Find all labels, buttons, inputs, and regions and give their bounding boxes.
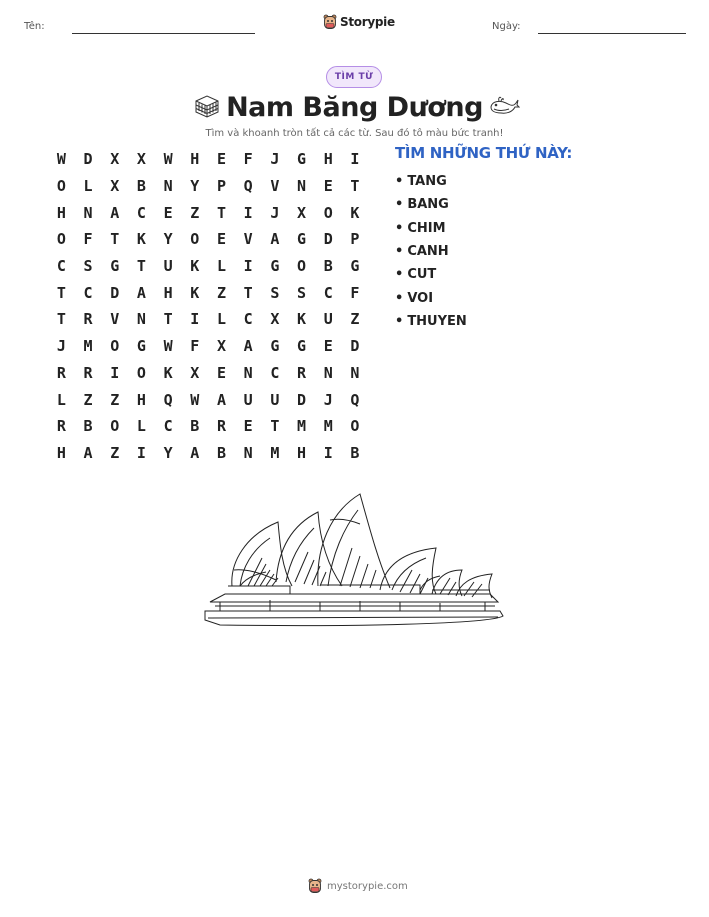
- grid-letter[interactable]: Q: [243, 177, 253, 196]
- grid-letter[interactable]: O: [297, 257, 307, 276]
- grid-letter[interactable]: T: [136, 257, 146, 276]
- grid-letter[interactable]: J: [56, 337, 66, 356]
- grid-letter[interactable]: W: [56, 150, 66, 169]
- grid-letter[interactable]: Z: [216, 283, 226, 302]
- grid-letter[interactable]: G: [270, 337, 280, 356]
- grid-row: [48, 306, 368, 333]
- grid-letter[interactable]: W: [163, 150, 173, 169]
- grid-letter[interactable]: F: [190, 337, 200, 356]
- grid-letter[interactable]: K: [350, 203, 360, 222]
- grid-letter[interactable]: X: [110, 177, 120, 196]
- grid-letter[interactable]: T: [56, 310, 66, 329]
- grid-letter[interactable]: X: [136, 150, 146, 169]
- grid-row: [48, 440, 368, 467]
- grid-letter[interactable]: K: [190, 283, 200, 302]
- grid-letter[interactable]: O: [323, 203, 333, 222]
- opera-house-illustration: [200, 490, 510, 632]
- grid-letter[interactable]: T: [216, 203, 226, 222]
- grid-row: [48, 146, 368, 173]
- grid-letter[interactable]: C: [323, 283, 333, 302]
- grid-row: [48, 279, 368, 306]
- bullet: •: [395, 174, 404, 190]
- grid-letter[interactable]: E: [216, 230, 226, 249]
- grid-letter[interactable]: I: [350, 150, 360, 169]
- grid-letter[interactable]: T: [243, 283, 253, 302]
- bullet: •: [395, 267, 404, 283]
- grid-letter[interactable]: G: [136, 337, 146, 356]
- grid-letter[interactable]: C: [56, 257, 66, 276]
- grid-letter[interactable]: B: [323, 257, 333, 276]
- grid-letter[interactable]: N: [323, 363, 333, 382]
- word: TANG: [407, 174, 447, 190]
- grid-letter[interactable]: T: [270, 417, 280, 436]
- grid-letter[interactable]: G: [297, 150, 307, 169]
- grid-letter[interactable]: S: [83, 257, 93, 276]
- grid-letter[interactable]: A: [270, 230, 280, 249]
- grid-letter[interactable]: Z: [110, 390, 120, 409]
- grid-letter[interactable]: A: [83, 443, 93, 462]
- instructions: Tìm và khoanh tròn tất cả các từ. Sau đó tô màu bức tranh!: [205, 128, 504, 139]
- word: CUT: [407, 267, 437, 283]
- grid-letter[interactable]: Z: [350, 310, 360, 329]
- grid-letter[interactable]: B: [190, 417, 200, 436]
- grid-letter[interactable]: R: [83, 310, 93, 329]
- grid-letter[interactable]: C: [83, 283, 93, 302]
- grid-letter[interactable]: X: [216, 337, 226, 356]
- grid-letter[interactable]: U: [270, 390, 280, 409]
- grid-row: [48, 199, 368, 226]
- storypie-bear-icon: [323, 14, 337, 30]
- word: THUYEN: [407, 313, 467, 329]
- grid-letter[interactable]: F: [350, 283, 360, 302]
- bullet: •: [395, 220, 404, 236]
- word-list-item: [395, 263, 467, 286]
- grid-letter[interactable]: Y: [163, 230, 173, 249]
- grid-letter[interactable]: E: [216, 150, 226, 169]
- grid-letter[interactable]: O: [190, 230, 200, 249]
- grid-letter[interactable]: R: [297, 363, 307, 382]
- word-list: [395, 170, 467, 333]
- grid-letter[interactable]: H: [323, 150, 333, 169]
- grid-row: [48, 333, 368, 360]
- bullet: •: [395, 244, 404, 260]
- word: BANG: [407, 197, 449, 213]
- grid-letter[interactable]: B: [136, 177, 146, 196]
- grid-letter[interactable]: H: [297, 443, 307, 462]
- grid-letter[interactable]: R: [83, 363, 93, 382]
- word-list-item: [395, 170, 467, 193]
- grid-letter[interactable]: Q: [163, 390, 173, 409]
- bullet: •: [395, 197, 404, 213]
- grid-letter[interactable]: H: [56, 203, 66, 222]
- grid-letter[interactable]: O: [56, 177, 66, 196]
- grid-letter[interactable]: H: [56, 443, 66, 462]
- grid-letter[interactable]: U: [163, 257, 173, 276]
- grid-letter[interactable]: I: [323, 443, 333, 462]
- grid-letter[interactable]: K: [163, 363, 173, 382]
- grid-letter[interactable]: H: [190, 150, 200, 169]
- grid-letter[interactable]: G: [270, 257, 280, 276]
- footer: [308, 878, 408, 894]
- grid-letter[interactable]: R: [56, 417, 66, 436]
- grid-letter[interactable]: Z: [190, 203, 200, 222]
- grid-letter[interactable]: I: [136, 443, 146, 462]
- grid-letter[interactable]: G: [110, 257, 120, 276]
- grid-letter[interactable]: I: [243, 257, 253, 276]
- bullet: •: [395, 313, 404, 329]
- word-list-item: [395, 193, 467, 216]
- grid-letter[interactable]: X: [297, 203, 307, 222]
- grid-letter[interactable]: O: [56, 230, 66, 249]
- grid-letter[interactable]: W: [163, 337, 173, 356]
- grid-letter[interactable]: N: [163, 177, 173, 196]
- grid-row: [48, 360, 368, 387]
- grid-letter[interactable]: Y: [163, 443, 173, 462]
- grid-letter[interactable]: D: [83, 150, 93, 169]
- word: CHIM: [407, 220, 446, 236]
- grid-letter[interactable]: A: [243, 337, 253, 356]
- brand-name: Storypie: [340, 15, 395, 29]
- grid-letter[interactable]: I: [243, 203, 253, 222]
- name-label: Tên:: [24, 21, 45, 32]
- grid-letter[interactable]: O: [350, 417, 360, 436]
- footer-url: mystorypie.com: [327, 880, 408, 892]
- grid-letter[interactable]: L: [56, 390, 66, 409]
- grid-letter[interactable]: D: [110, 283, 120, 302]
- grid-letter[interactable]: M: [323, 417, 333, 436]
- grid-letter[interactable]: X: [270, 310, 280, 329]
- grid-letter[interactable]: D: [350, 337, 360, 356]
- grid-letter[interactable]: E: [243, 417, 253, 436]
- grid-letter[interactable]: P: [350, 230, 360, 249]
- grid-letter[interactable]: L: [136, 417, 146, 436]
- grid-letter[interactable]: P: [216, 177, 226, 196]
- grid-letter[interactable]: F: [243, 150, 253, 169]
- grid-letter[interactable]: N: [350, 363, 360, 382]
- grid-letter[interactable]: O: [110, 337, 120, 356]
- grid-letter[interactable]: C: [270, 363, 280, 382]
- grid-letter[interactable]: D: [297, 390, 307, 409]
- grid-letter[interactable]: Z: [110, 443, 120, 462]
- grid-letter[interactable]: J: [323, 390, 333, 409]
- storypie-bear-icon: [308, 878, 322, 894]
- word-search-grid: [48, 146, 368, 466]
- grid-letter[interactable]: Q: [350, 390, 360, 409]
- grid-letter[interactable]: O: [136, 363, 146, 382]
- grid-letter[interactable]: A: [190, 443, 200, 462]
- grid-letter[interactable]: N: [136, 310, 146, 329]
- grid-letter[interactable]: E: [323, 337, 333, 356]
- grid-letter[interactable]: M: [297, 417, 307, 436]
- grid-letter[interactable]: Y: [190, 177, 200, 196]
- grid-letter[interactable]: U: [243, 390, 253, 409]
- grid-letter[interactable]: V: [110, 310, 120, 329]
- grid-letter[interactable]: O: [110, 417, 120, 436]
- grid-row: [48, 413, 368, 440]
- grid-letter[interactable]: C: [243, 310, 253, 329]
- grid-letter[interactable]: G: [297, 230, 307, 249]
- bullet: •: [395, 290, 404, 306]
- grid-letter[interactable]: K: [136, 230, 146, 249]
- grid-letter[interactable]: G: [350, 257, 360, 276]
- grid-letter[interactable]: I: [190, 310, 200, 329]
- grid-letter[interactable]: G: [297, 337, 307, 356]
- grid-letter[interactable]: K: [190, 257, 200, 276]
- grid-letter[interactable]: R: [56, 363, 66, 382]
- grid-row: [48, 226, 368, 253]
- grid-row: [48, 386, 368, 413]
- grid-letter[interactable]: K: [297, 310, 307, 329]
- grid-letter[interactable]: L: [216, 310, 226, 329]
- grid-letter[interactable]: L: [216, 257, 226, 276]
- brand-logo: [323, 14, 395, 30]
- grid-letter[interactable]: M: [83, 337, 93, 356]
- grid-letter[interactable]: A: [110, 203, 120, 222]
- grid-letter[interactable]: C: [136, 203, 146, 222]
- word-list-title: TÌM NHỮNG THỨ NÀY:: [395, 144, 573, 162]
- grid-letter[interactable]: X: [110, 150, 120, 169]
- grid-letter[interactable]: N: [83, 203, 93, 222]
- name-line: [72, 33, 255, 34]
- grid-letter[interactable]: S: [270, 283, 280, 302]
- word: CANH: [407, 244, 449, 260]
- grid-letter[interactable]: C: [163, 417, 173, 436]
- date-label: Ngày:: [492, 21, 521, 32]
- grid-letter[interactable]: M: [270, 443, 280, 462]
- grid-letter[interactable]: D: [323, 230, 333, 249]
- date-line: [538, 33, 686, 34]
- grid-letter[interactable]: T: [56, 283, 66, 302]
- grid-letter[interactable]: B: [350, 443, 360, 462]
- grid-letter[interactable]: H: [136, 390, 146, 409]
- grid-letter[interactable]: Z: [83, 390, 93, 409]
- grid-letter[interactable]: E: [163, 203, 173, 222]
- grid-letter[interactable]: N: [297, 177, 307, 196]
- grid-letter[interactable]: U: [323, 310, 333, 329]
- word-list-item: [395, 286, 467, 309]
- grid-letter[interactable]: V: [270, 177, 280, 196]
- grid-letter[interactable]: J: [270, 203, 280, 222]
- grid-row: [48, 173, 368, 200]
- grid-row: [48, 253, 368, 280]
- grid-letter[interactable]: N: [243, 443, 253, 462]
- grid-letter[interactable]: J: [270, 150, 280, 169]
- grid-letter[interactable]: T: [350, 177, 360, 196]
- grid-letter[interactable]: B: [83, 417, 93, 436]
- page-title: Nam Băng Dương: [226, 92, 483, 123]
- grid-letter[interactable]: B: [216, 443, 226, 462]
- grid-letter[interactable]: A: [136, 283, 146, 302]
- grid-letter[interactable]: E: [216, 363, 226, 382]
- word: VOI: [407, 290, 434, 306]
- grid-letter[interactable]: W: [190, 390, 200, 409]
- grid-letter[interactable]: H: [163, 283, 173, 302]
- grid-letter[interactable]: A: [216, 390, 226, 409]
- word-list-item: [395, 240, 467, 263]
- activity-badge: TÌM TỪ: [326, 66, 382, 88]
- grid-letter[interactable]: I: [110, 363, 120, 382]
- whale-icon: [488, 95, 520, 117]
- grid-letter[interactable]: S: [297, 283, 307, 302]
- word-list-item: [395, 310, 467, 333]
- grid-letter[interactable]: N: [243, 363, 253, 382]
- grid-letter[interactable]: V: [243, 230, 253, 249]
- grid-letter[interactable]: F: [83, 230, 93, 249]
- word-list-item: [395, 217, 467, 240]
- grid-letter[interactable]: R: [216, 417, 226, 436]
- grid-letter[interactable]: X: [190, 363, 200, 382]
- grid-letter[interactable]: L: [83, 177, 93, 196]
- grid-letter[interactable]: T: [163, 310, 173, 329]
- grid-letter[interactable]: T: [110, 230, 120, 249]
- grid-letter[interactable]: E: [323, 177, 333, 196]
